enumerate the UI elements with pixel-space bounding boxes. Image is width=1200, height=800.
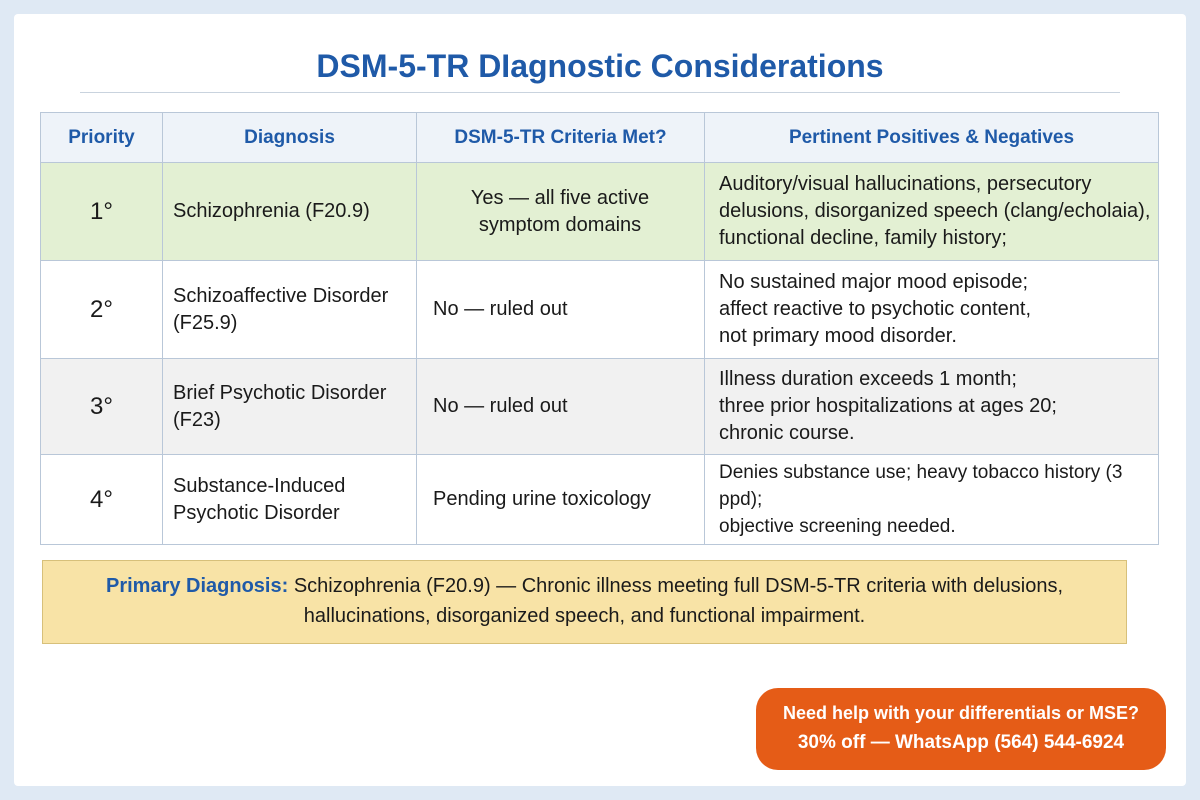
promo-line-1: Need help with your differentials or MSE? bbox=[782, 703, 1140, 723]
priority-cell: 4° bbox=[41, 455, 163, 545]
criteria-line: No — ruled out bbox=[433, 395, 568, 417]
pertinent-line: not primary mood disorder. bbox=[719, 325, 957, 347]
pertinent-line: No sustained major mood episode; bbox=[719, 271, 1029, 293]
pertinent-cell bbox=[705, 455, 1159, 545]
diagnosis-cell bbox=[163, 455, 417, 545]
diagnosis-cell bbox=[163, 163, 417, 261]
primary-diagnosis-text-2: hallucinations, disorganized speech, and functional impairment. bbox=[303, 605, 866, 627]
pertinent-line: delusions, disorganized speech (clang/echolaia), bbox=[719, 200, 1151, 222]
header-diagnosis: Diagnosis bbox=[163, 113, 417, 163]
pertinent-line: Illness duration exceeds 1 month; bbox=[719, 368, 1017, 390]
diagnosis-cell bbox=[163, 359, 417, 455]
content-card bbox=[14, 14, 1186, 786]
criteria-line: Pending urine toxicology bbox=[433, 488, 651, 510]
primary-diagnosis-label: Primary Diagnosis: bbox=[105, 575, 289, 597]
criteria-cell bbox=[417, 163, 705, 261]
diagnosis-line: Substance-Induced bbox=[173, 474, 346, 497]
diagnosis-line: (F23) bbox=[173, 408, 221, 431]
pertinent-line: Auditory/visual hallucinations, persecutory bbox=[719, 173, 1092, 195]
pertinent-line: objective screening needed. bbox=[719, 516, 956, 537]
priority-cell: 3° bbox=[41, 359, 163, 455]
table-row bbox=[41, 455, 1159, 545]
pertinent-line: functional decline, family history; bbox=[719, 227, 1007, 249]
criteria-cell bbox=[417, 359, 705, 455]
pertinent-line: Denies substance use; heavy tobacco history (3 ppd); bbox=[719, 462, 1123, 510]
diagnosis-line: Psychotic Disorder bbox=[173, 501, 340, 524]
pertinent-line: three prior hospitalizations at ages 20; bbox=[719, 395, 1057, 417]
promo-whatsapp-button[interactable] bbox=[756, 688, 1166, 770]
diagnosis-cell bbox=[163, 261, 417, 359]
pertinent-line: affect reactive to psychotic content, bbox=[719, 298, 1032, 320]
criteria-cell bbox=[417, 455, 705, 545]
header-pertinent: Pertinent Positives & Negatives bbox=[705, 113, 1159, 163]
pertinent-cell bbox=[705, 163, 1159, 261]
page-title: DSM-5-TR DIagnostic Considerations bbox=[316, 48, 884, 84]
diagnosis-line: Schizoaffective Disorder bbox=[173, 284, 389, 307]
priority-cell: 2° bbox=[41, 261, 163, 359]
criteria-line: Yes — all five active bbox=[470, 186, 650, 209]
pertinent-line: chronic course. bbox=[719, 422, 855, 444]
diagnosis-line: Schizophrenia (F20.9) bbox=[173, 200, 370, 222]
diagnosis-line: (F25.9) bbox=[173, 311, 238, 334]
table-row bbox=[41, 163, 1159, 261]
title-divider bbox=[80, 92, 1120, 93]
priority-cell: 1° bbox=[41, 163, 163, 261]
primary-diagnosis-line-1 bbox=[43, 571, 1126, 601]
primary-diagnosis-box bbox=[42, 560, 1127, 644]
diagnosis-table bbox=[40, 112, 1159, 545]
pertinent-cell bbox=[705, 359, 1159, 455]
criteria-line: No — ruled out bbox=[433, 298, 568, 320]
header-priority: Priority bbox=[41, 113, 163, 163]
primary-diagnosis-text-1: Schizophrenia (F20.9) — Chronic illness meeting full DSM-5-TR criteria with delusions, bbox=[293, 575, 1064, 597]
pertinent-cell bbox=[705, 261, 1159, 359]
diagnosis-line: Brief Psychotic Disorder bbox=[173, 381, 387, 404]
table-row bbox=[41, 359, 1159, 455]
criteria-line: symptom domains bbox=[478, 213, 642, 236]
criteria-cell bbox=[417, 261, 705, 359]
header-criteria: DSM-5-TR Criteria Met? bbox=[417, 113, 705, 163]
table-row bbox=[41, 261, 1159, 359]
table-header-row bbox=[41, 113, 1159, 163]
promo-line-2: 30% off — WhatsApp (564) 544-6924 bbox=[797, 732, 1125, 753]
